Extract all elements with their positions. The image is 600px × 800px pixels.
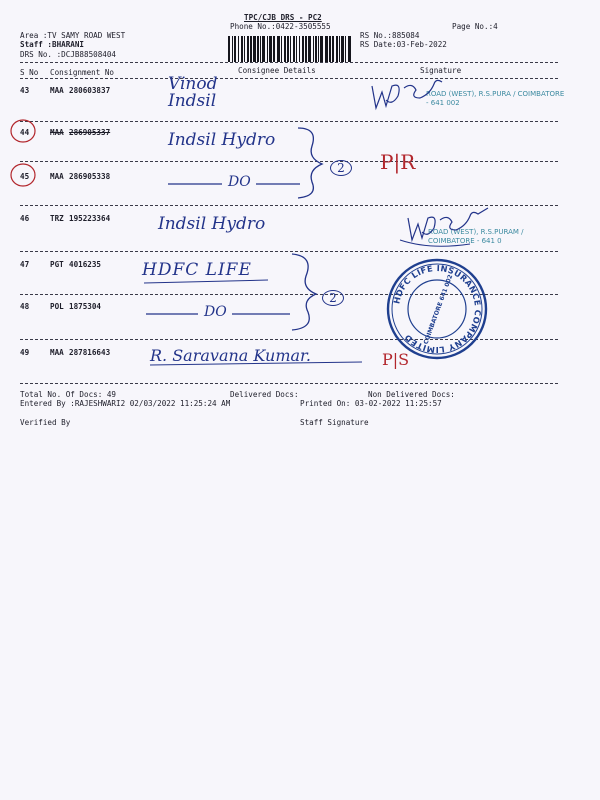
row-consignment-prefix: PGT [50, 260, 64, 269]
phone-number: Phone No.:0422-3505555 [230, 22, 331, 31]
address-stamp: ROAD (WEST), R.S.PURA / COIMBATORE - 641 002 [426, 90, 565, 107]
row-consignment-prefix: TRZ [50, 214, 64, 223]
row-consignment-number: 287816643 [69, 348, 111, 357]
row-sno: 44 [20, 128, 30, 137]
row-sno: 45 [20, 172, 30, 181]
staff-signature: Staff Signature [300, 418, 369, 427]
total-docs: Total No. Of Docs: 49 [20, 390, 117, 399]
circled-count: 2 [330, 160, 352, 176]
drs-number: DRS No. :DCJB88508404 [20, 50, 117, 59]
row-consignment-number: 286905338 [69, 172, 111, 181]
column-signature: Signature [420, 66, 462, 75]
column-consignee: Consignee Details [238, 66, 316, 75]
column-sno: S No [20, 68, 39, 77]
handwritten-consignee: Vinod Indsil [168, 74, 218, 111]
row-consignment-prefix: MAA [50, 172, 64, 181]
column-consignment: Consignment No [50, 68, 115, 77]
row-consignment-number: 280603837 [69, 86, 111, 95]
non-delivered-docs: Non Delivered Docs: [368, 390, 455, 399]
seal-ring-text: HDFC LIFE INSURANCE COMPANY LIMITED [391, 262, 484, 356]
verified-by: Verified By [20, 418, 71, 427]
handwritten-consignee: Indsil Hydro [168, 130, 276, 150]
rs-number: RS No.:885084 [360, 31, 420, 40]
row-consignment-number: 195223364 [69, 214, 111, 223]
handwritten-ditto: DO [228, 174, 251, 190]
row-sno: 48 [20, 302, 30, 311]
area-field: Area :TV SAMY ROAD WEST [20, 31, 126, 40]
row-sno: 49 [20, 348, 30, 357]
handwritten-consignee: HDFC LIFE [142, 260, 252, 280]
barcode [228, 36, 354, 62]
handwritten-consignee: R. Saravana Kumar. [150, 346, 312, 365]
rs-date: RS Date:03-Feb-2022 [360, 40, 447, 49]
company-seal [386, 258, 488, 360]
row-consignment-prefix: MAA [50, 86, 64, 95]
staff-field: Staff :BHARANI [20, 40, 85, 49]
row-consignment-number: 1875304 [69, 302, 102, 311]
row-consignment-number: 286905337 [69, 128, 111, 137]
row-sno: 47 [20, 260, 30, 269]
handwritten-consignee: Indsil Hydro [158, 214, 266, 234]
row-consignment-prefix: MAA [50, 128, 64, 137]
row-sno: 43 [20, 86, 30, 95]
address-stamp: ROAD (WEST), R.S.PURAM / COIMBATORE - 641 0 [428, 228, 524, 245]
circled-count: 2 [322, 290, 344, 306]
row-consignment-prefix: MAA [50, 348, 64, 357]
row-sno: 46 [20, 214, 30, 223]
row-consignment-number: 4016235 [69, 260, 102, 269]
row-consignment-prefix: POL [50, 302, 64, 311]
document-title: TPC/CJB DRS - PC2 [244, 13, 322, 22]
handwritten-ditto: DO [204, 304, 227, 320]
entered-by: Entered By :RAJESHWARI2 02/03/2022 11:25:24 AM [20, 399, 231, 408]
page-number: Page No.:4 [452, 22, 498, 31]
pr-mark: P|R [380, 150, 416, 174]
delivered-docs: Delivered Docs: [230, 390, 299, 399]
printed-on: Printed On: 03-02-2022 11:25:57 [300, 399, 442, 408]
ps-mark: P|S [382, 350, 410, 369]
seal-center-text: COIMBATORE 641 002 [422, 273, 455, 346]
